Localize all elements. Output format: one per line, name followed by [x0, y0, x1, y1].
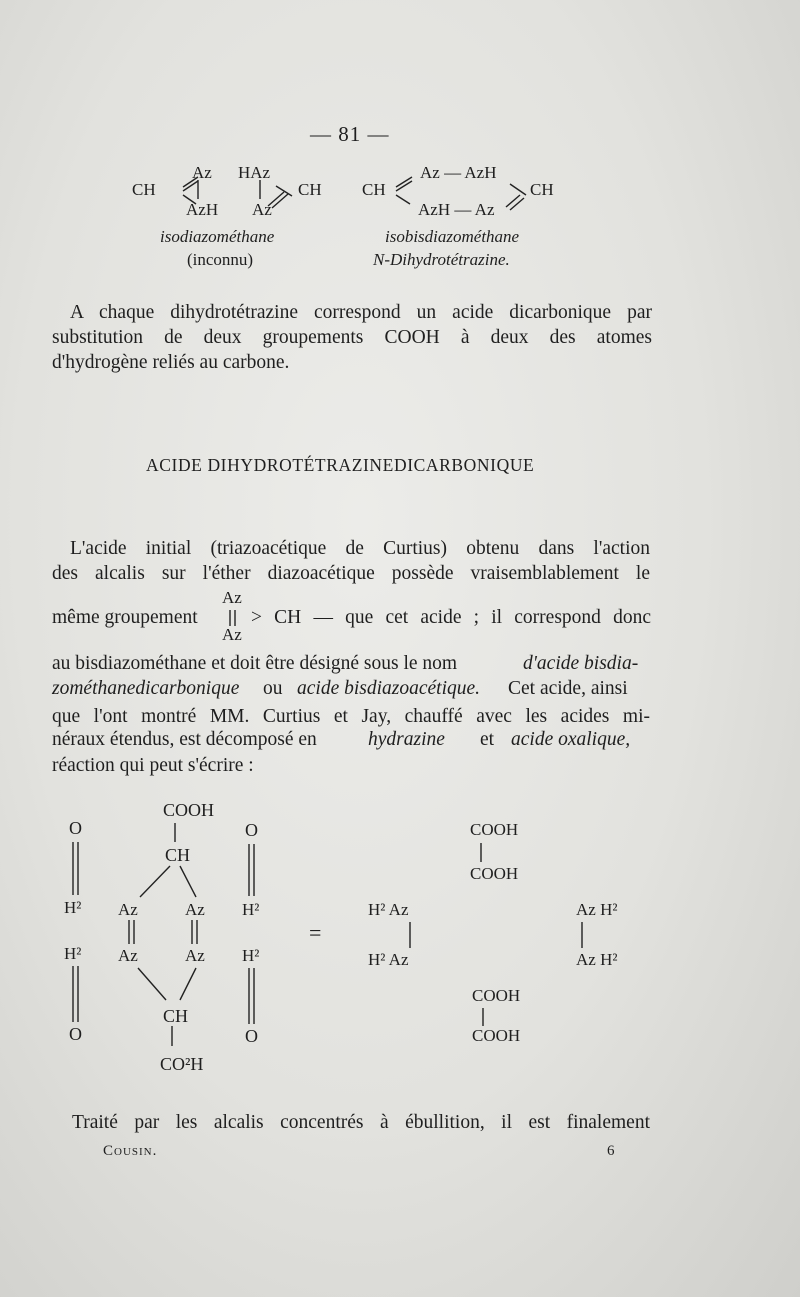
paragraph-line: Traité par les alcalis concentrés à ébullition, il est finalement: [72, 1112, 650, 1133]
product-h2az-2: H² Az: [368, 950, 409, 969]
reactant-h2-right-1: H²: [242, 900, 260, 919]
bond: [140, 866, 170, 897]
reactant-ch-bottom: CH: [163, 1006, 189, 1026]
reactant-az-3: Az: [118, 946, 138, 965]
line3-az-bottom: Az: [222, 625, 242, 644]
line7-mid: et: [480, 729, 495, 750]
reactant-o-right-top: O: [245, 820, 258, 840]
paragraph-line: d'hydrogène reliés au carbone.: [52, 352, 290, 373]
product-cooh-4: COOH: [472, 1026, 521, 1045]
paragraph-line: L'acide initial (triazoacétique de Curtius) obtenu dans l'action: [70, 538, 650, 559]
paragraph-traite: [52, 1110, 650, 1135]
paragraph-line: des alcalis sur l'éther diazoacétique possède vraisemblablement le: [52, 563, 650, 584]
reactant-co2h: CO²H: [160, 1054, 204, 1074]
bond: [510, 184, 526, 195]
line3-start: même groupement: [52, 607, 198, 628]
reactant-az-1: Az: [118, 900, 138, 919]
bond: [510, 198, 524, 210]
bond: [396, 195, 410, 204]
reactant-cooh-top: COOH: [163, 800, 215, 820]
reactant-az-4: Az: [185, 946, 205, 965]
paragraph-line: substitution de deux groupements COOH à deux des atomes: [52, 327, 652, 348]
formula-az-bottom: Az: [252, 200, 272, 219]
formula-ch-left: CH: [132, 180, 156, 199]
reactant-az-2: Az: [185, 900, 205, 919]
bond: [183, 195, 196, 204]
line7-italic1: hydrazine: [368, 729, 445, 750]
formula-ch-right-2: CH: [530, 180, 554, 199]
equals-sign: =: [309, 920, 322, 945]
page-number: — 81 —: [310, 122, 390, 146]
bond: [276, 186, 292, 196]
line5-italic1: zométhanedicarbonique: [52, 678, 240, 699]
line3-az-top: Az: [222, 588, 242, 607]
reactant-h2-right-2: H²: [242, 946, 260, 965]
reactant-o-left-top: O: [69, 818, 82, 838]
reactant-o-right-bottom: O: [245, 1026, 258, 1046]
formula-note-inconnu: (inconnu): [187, 250, 254, 269]
line5-mid: ou: [263, 678, 283, 699]
line7-start: néraux étendus, est décomposé en: [52, 729, 317, 750]
formula-top-row: Az — AzH: [420, 163, 497, 182]
product-cooh-1: COOH: [470, 820, 519, 839]
product-h2az-1: H² Az: [368, 900, 409, 919]
bond: [138, 968, 166, 1000]
footer-signature: 6: [607, 1143, 615, 1159]
formula-azh: AzH: [186, 200, 219, 219]
line7-italic2: acide oxalique,: [511, 729, 631, 750]
formula-name-isobisdiazomethane: isobisdiazométhane: [385, 227, 520, 246]
reactant-o-left-bottom: O: [69, 1024, 82, 1044]
bond: [506, 195, 520, 207]
product-cooh-3: COOH: [472, 986, 521, 1005]
bond: [180, 968, 196, 1000]
formula-note-dihydrotetrazine: N-Dihydrotétrazine.: [373, 250, 510, 269]
bond: [180, 866, 196, 897]
line3-end: > CH — que cet acide ; il correspond donc: [251, 607, 651, 628]
product-azh2-1: Az H²: [576, 900, 618, 919]
footer-author: Cousin.: [103, 1143, 158, 1159]
section-heading: ACIDE DIHYDROTÉTRAZINEDICARBONIQUE: [146, 455, 535, 475]
paragraph-line: A chaque dihydrotétrazine correspond un acide dicarbonique par: [70, 302, 652, 323]
formula-bottom-row: AzH — Az: [418, 200, 495, 219]
formula-ch-right: CH: [298, 180, 322, 199]
line5-end: Cet acide, ainsi: [508, 678, 628, 699]
formula-az-top: Az: [192, 163, 212, 182]
reactant-h2-left-2: H²: [64, 944, 82, 963]
paragraph-line: que l'ont montré MM. Curtius et Jay, chauffé avec les acides mi-: [52, 706, 650, 727]
line5-italic2: acide bisdiazoacétique.: [297, 678, 481, 699]
product-cooh-2: COOH: [470, 864, 519, 883]
product-azh2-2: Az H²: [576, 950, 618, 969]
formula-ch-left-2: CH: [362, 180, 386, 199]
line8: réaction qui peut s'écrire :: [52, 755, 254, 776]
line4-start: au bisdiazométhane et doit être désigné sous le nom: [52, 653, 458, 674]
reactant-h2-left-1: H²: [64, 898, 82, 917]
reactant-ch-top: CH: [165, 845, 191, 865]
line4-italic: d'acide bisdia-: [523, 653, 639, 674]
formula-name-isodiazomethane: isodiazométhane: [160, 227, 275, 246]
formula-haz: HAz: [238, 163, 271, 182]
